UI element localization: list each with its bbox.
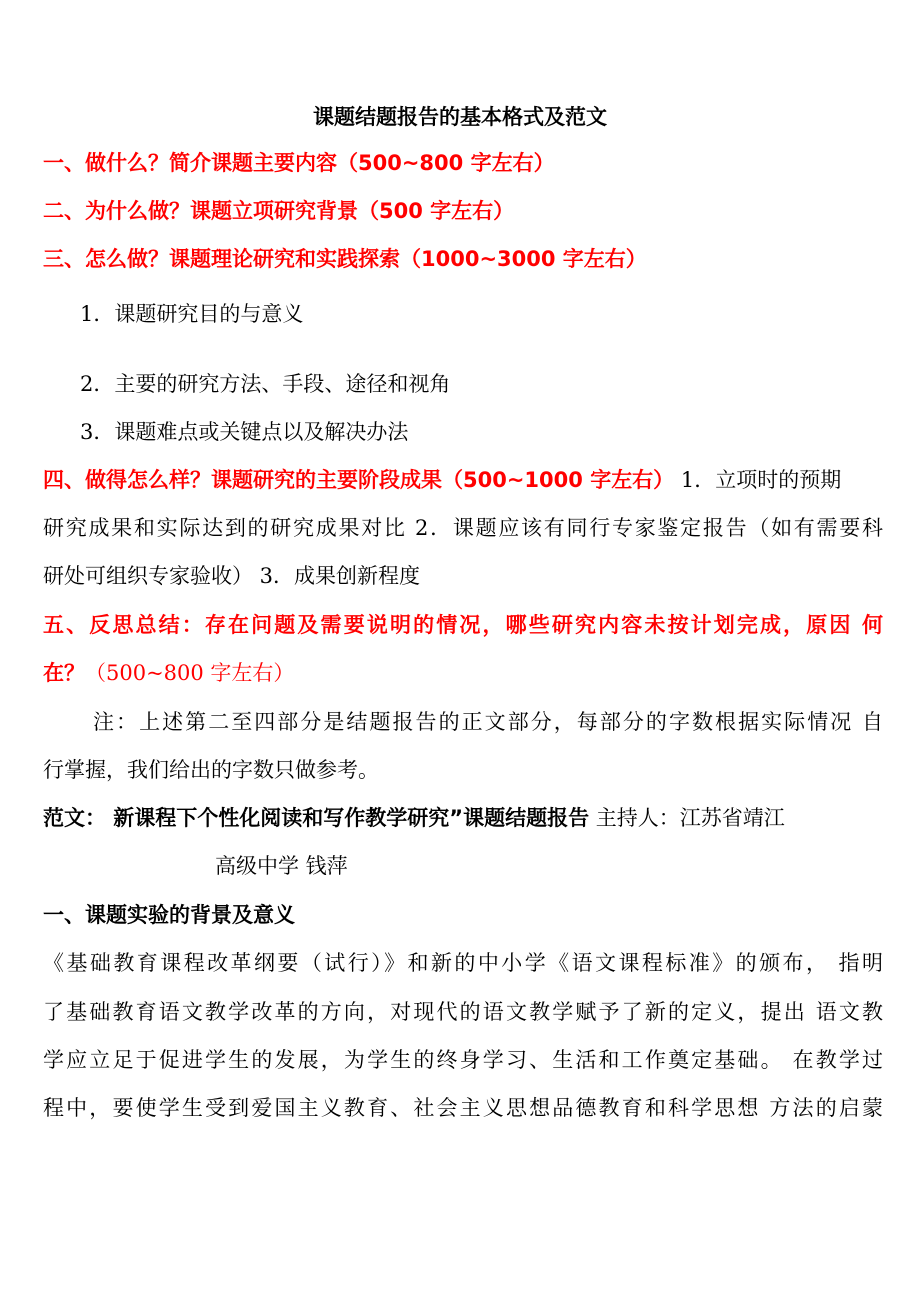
body-paragraph-line-2: 了基础教育语文教学改革的方向，对现代的语文教学赋予了新的定义，提出 语文教 — [43, 1000, 883, 1024]
section-4-heading: 四、做得怎么样？课题研究的主要阶段成果（500~1000 字左右） — [43, 468, 675, 492]
section-4-line-1 — [43, 465, 883, 495]
section-1-heading: 一、做什么？简介课题主要内容（500~800 字左右） — [43, 151, 555, 175]
section-3-item-1: 1．课题研究目的与意义 — [80, 302, 304, 326]
body-paragraph-line-3: 学应立足于促进学生的发展，为学生的终身学习、生活和工作奠定基础。 在教学过 — [43, 1048, 883, 1072]
section-4-line-3: 研处可组织专家验收） 3．成果创新程度 — [43, 564, 421, 588]
note-line-1: 注：上述第二至四部分是结题报告的正文部分，每部分的字数根据实际情况 自 — [93, 710, 883, 734]
section-3-heading: 三、怎么做？课题理论研究和实践探索（1000~3000 字左右） — [43, 247, 647, 271]
section-5-heading-line-2 — [43, 658, 883, 688]
sample-host-continued: 高级中学 钱萍 — [215, 854, 348, 878]
section-3-item-3: 3．课题难点或关键点以及解决办法 — [80, 420, 409, 444]
section-2-heading: 二、为什么做？课题立项研究背景（500 字左右） — [43, 199, 515, 223]
section-5-heading-end: 在？ — [43, 661, 85, 685]
section-5-heading-line-1: 五、反思总结：存在问题及需要说明的情况，哪些研究内容未按计划完成，原因 何 — [43, 613, 883, 637]
note-line-2: 行掌握，我们给出的字数只做参考。 — [43, 758, 379, 782]
sample-host: 主持人：江苏省靖江 — [589, 806, 785, 830]
body-paragraph-line-4: 程中，要使学生受到爱国主义教育、社会主义思想品德教育和科学思想 方法的启蒙 — [43, 1096, 883, 1120]
sample-report-title: 新课程下个性化阅读和写作教学研究”课题结题报告 — [106, 806, 590, 830]
sample-title-line — [43, 803, 883, 833]
section-4-line-2: 研究成果和实际达到的研究成果对比 2．课题应该有同行专家鉴定报告（如有需要科 — [43, 516, 883, 540]
body-paragraph-line-1: 《基础教育课程改革纲要（试行）》和新的中小学《语文课程标准》的颁布， 指明 — [43, 951, 883, 975]
body-heading: 一、课题实验的背景及意义 — [43, 903, 295, 927]
section-4-item-1-start: 1．立项时的预期 — [674, 468, 842, 492]
document-title: 课题结题报告的基本格式及范文 — [313, 105, 607, 129]
section-3-item-2: 2．主要的研究方法、手段、途径和视角 — [80, 372, 451, 396]
section-5-word-count: （500~800 字左右） — [85, 661, 295, 685]
sample-label: 范文： — [43, 806, 106, 830]
